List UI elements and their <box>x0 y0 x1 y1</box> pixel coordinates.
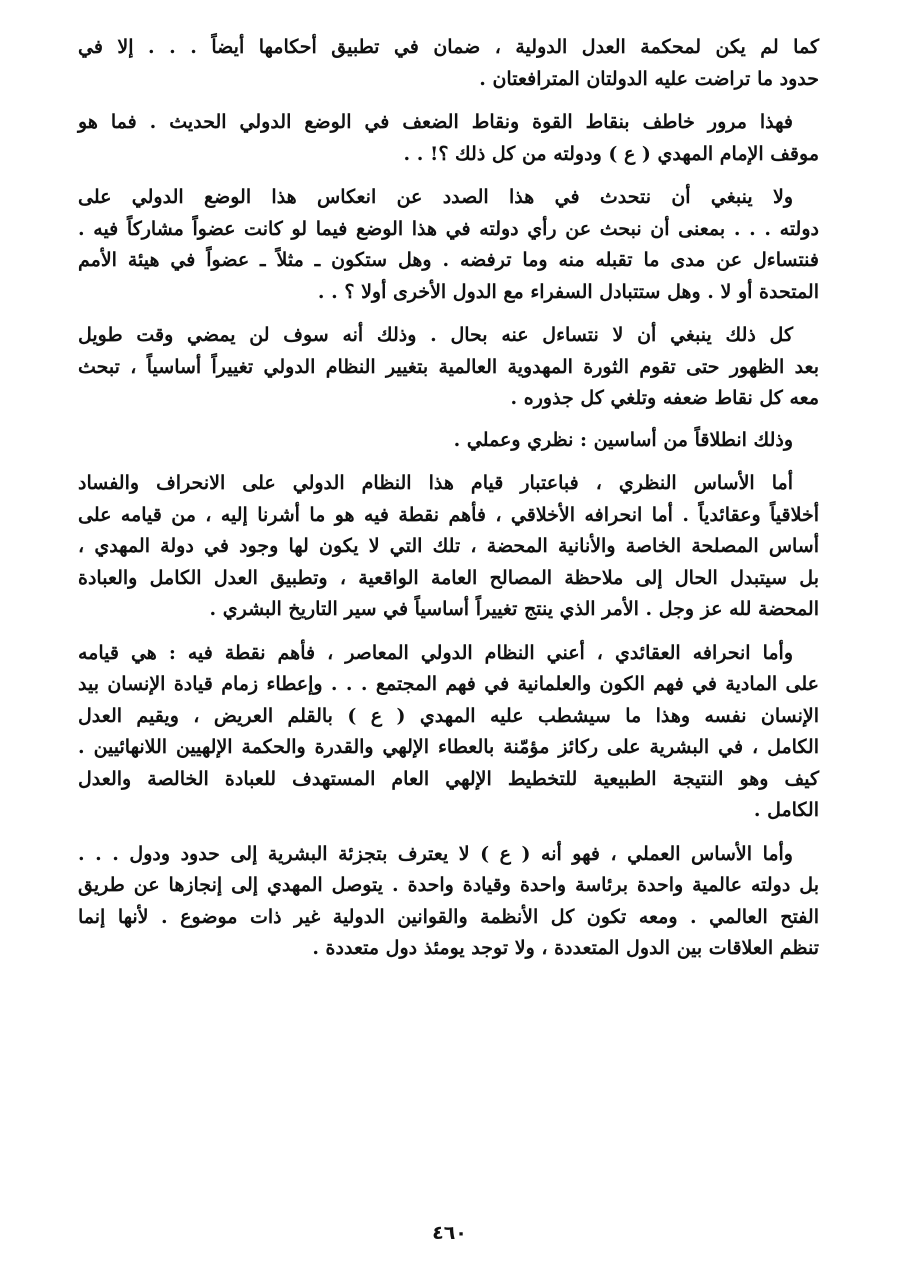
text-line: على المادية في فهم الكون والعلمانية في فهم المجتمع . . . وإعطاء زمام قيادة الإنسان بيد <box>78 673 819 695</box>
paragraph-7 <box>78 638 819 827</box>
text-line: كيف وهو النتيجة الطبيعية للتخطيط الإلهي العام المستهدف للعبادة الخالصة والعدل <box>78 767 819 790</box>
paragraph-8 <box>78 839 819 965</box>
text-line: كما لم يكن لمحكمة العدل الدولية ، ضمان في تطبيق أحكامها أيضاً . . . إلا في <box>78 36 819 58</box>
paragraph-1 <box>78 32 819 95</box>
text-line: وأما الأساس العملي ، فهو أنه ( ع ) لا يعترف بتجزئة البشرية إلى حدود ودول . . . <box>78 842 793 865</box>
paragraph-3 <box>78 182 819 308</box>
text-line: الكامل . <box>753 799 819 821</box>
paragraph-4 <box>78 320 819 415</box>
text-line: بعد الظهور حتى تقوم الثورة المهدوية العالمية بتغيير النظام الدولي تغييراً أساسياً ، تبحث <box>78 355 819 378</box>
paragraph-6 <box>78 468 819 626</box>
text-line: الإنسان نفسه وهذا ما سيشطب عليه المهدي ( ع ) بالقلم العريض ، ويقيم العدل <box>78 704 819 727</box>
text-line: أساس المصلحة الخاصة والأنانية المحضة ، تلك التي لا يكون لها وجود في دولة المهدي ، <box>78 535 819 557</box>
text-line: أخلاقياً وعقائدياً . أما انحرافه الأخلاقي ، فأهم نقطة فيه هو ما أشرنا إليه ، من قيامه على <box>78 503 819 526</box>
text-line: بل دولته عالمية واحدة برئاسة واحدة وقيادة واحدة . يتوصل المهدي إلى إنجازها عن طريق <box>78 874 819 896</box>
text-line: الفتح العالمي . ومعه تكون كل الأنظمة والقوانين الدولية غير ذات موضوع . لأنها إنما <box>78 905 819 928</box>
text-line: الكامل ، في البشرية على ركائز مؤمّنة بالعطاء الإلهي والقدرة والحكمة الإلهيين اللانهائيين . <box>78 736 819 758</box>
page-number: ٤٦٠ <box>432 1222 467 1244</box>
paragraph-2 <box>78 107 819 170</box>
body-text <box>78 32 819 965</box>
text-line: كل ذلك ينبغي أن لا نتساءل عنه بحال . وذلك أنه سوف لن يمضي وقت طويل <box>78 324 793 346</box>
text-line: تنظم العلاقات بين الدول المتعددة ، ولا توجد يومئذ دول متعددة . <box>312 937 819 959</box>
text-line: وأما انحرافه العقائدي ، أعني النظام الدولي المعاصر ، فأهم نقطة فيه : هي قيامه <box>78 641 793 664</box>
text-line: حدود ما تراضت عليه الدولتان المترافعتان . <box>479 67 819 90</box>
text-line: فهذا مرور خاطف بنقاط القوة ونقاط الضعف في الوضع الدولي الحديث . فما هو <box>78 111 793 133</box>
text-line: المحضة لله عز وجل . الأمر الذي ينتج تغييراً أساسياً في سير التاريخ البشري . <box>209 598 819 620</box>
text-line: موقف الإمام المهدي ( ع ) ودولته من كل ذلك ؟! . . <box>403 142 819 165</box>
text-line: أما الأساس النظري ، فباعتبار قيام هذا النظام الدولي على الانحراف والفساد <box>78 472 793 494</box>
text-line: دولته . . . بمعنى أن نبحث عن رأي دولته في هذا الوضع فيما لو كانت عضواً مشاركاً فيه . <box>78 217 819 240</box>
text-line: فنتساءل عن مدى ما تقبله منه وما ترفضه . وهل ستكون ـ مثلاً ـ عضواً في هيئة الأمم <box>78 249 819 271</box>
text-line: بل سيتبدل الحال إلى ملاحظة المصالح العامة الواقعية ، وتطبيق العدل الكامل والعبادة <box>78 566 819 589</box>
text-line: المتحدة أو لا . وهل ستتبادل السفراء مع الدول الأخرى أولا ؟ . . <box>317 280 819 303</box>
paragraph-5 <box>78 425 819 457</box>
text-line: وذلك انطلاقاً من أساسين : نظري وعملي . <box>453 428 793 451</box>
text-line: ولا ينبغي أن نتحدث في هذا الصدد عن انعكاس هذا الوضع الدولي على <box>78 186 793 208</box>
text-line: معه كل نقاط ضعفه وتلغي كل جذوره . <box>510 387 819 409</box>
